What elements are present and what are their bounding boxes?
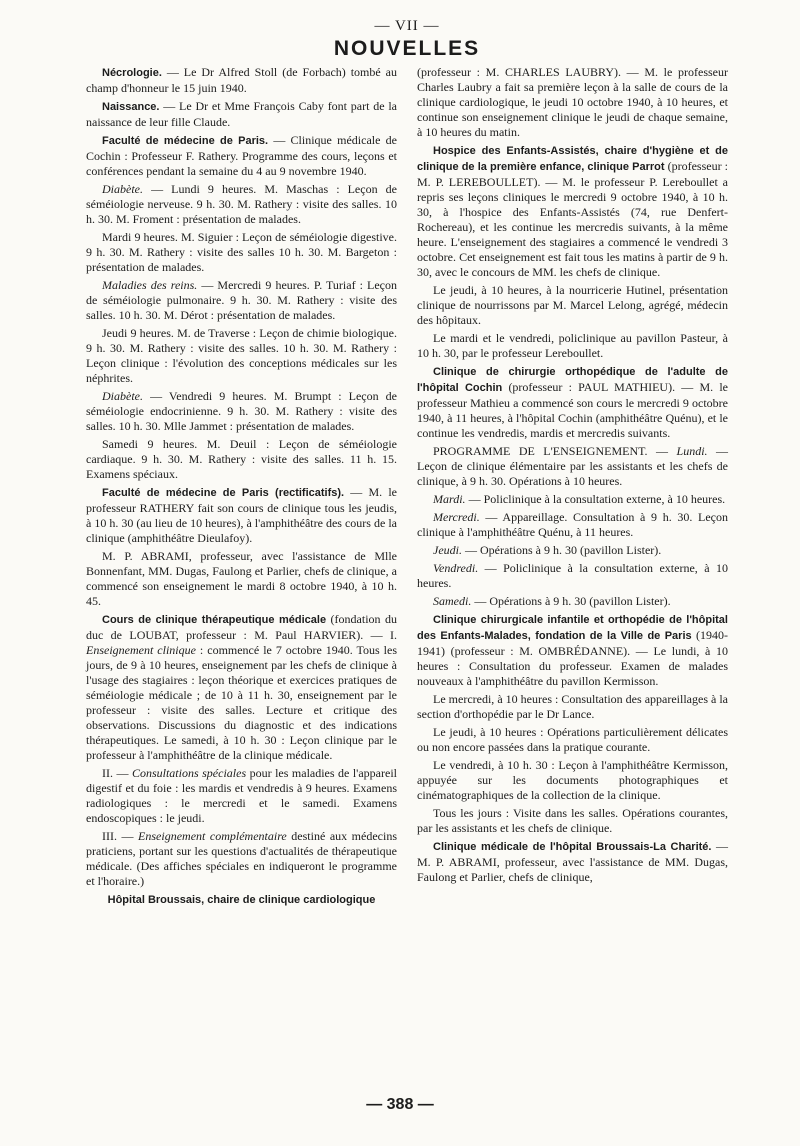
two-column-body <box>86 65 728 911</box>
news-item: Le jeudi, à 10 heures, à la nourricerie Hutinel, présentation clinique de nourrissons par M. Marcel Lelong, agrégé, médecin des hôpitaux. <box>417 283 728 327</box>
news-item: Mardi 9 heures. M. Siguier : Leçon de séméiologie digestive. 9 h. 30. M. Rathery : visite des salles 10 h. 30. M. Bargeton : présentation de malades. <box>86 230 397 274</box>
news-item: Maladies des reins. — Mercredi 9 heures. P. Turiaf : Leçon de séméiologie pulmonaire. 9 h. 30. M. Rathery : visite des salles. 10 h. 30. M. Dérot : présentation de malades. <box>86 278 397 322</box>
news-item: Faculté de médecine de Paris. — Clinique médicale de Cochin : Professeur F. Rathery. Programme des cours, leçons et conférences pendant la semaine du 4 au 9 novembre 1940. <box>86 133 397 178</box>
news-item: Le mercredi, à 10 heures : Consultation des appareillages à la section d'orthopédie par le Dr Lance. <box>417 692 728 721</box>
news-item: Hôpital Broussais, chaire de clinique cardiologique <box>107 894 376 906</box>
news-item: Nécrologie. — Le Dr Alfred Stoll (de Forbach) tombé au champ d'honneur le 15 juin 1940. <box>86 65 397 95</box>
news-item: Cours de clinique thérapeutique médicale (fondation du duc de LOUBAT, professeur : M. Paul HARVIER). — I. Enseignement clinique : commencé le 7 octobre 1940. Tous les jours, de 9 à 10 heures, enseignement par les chefs de clinique à l'usage des stagiaires : leçon théorique et exercices pratiques de séméiologie médicale ; de 10 à 11 h. 30, enseignement par le professeur : visite des salles. Lecture et critique des observations. Discussions du diagnostic et des indications thérapeutiques. Le samedi, à 10 h. 30 : Leçon clinique par le professeur à l'amphithéâtre de la clinique médicale. <box>86 612 397 762</box>
left-column <box>86 65 397 911</box>
news-item: III. — Enseignement complémentaire destiné aux médecins praticiens, portant sur les questions d'actualités de thérapeutique médicale. (Des affiches spéciales en indiqueront le programme et l'horaire.) <box>86 829 397 888</box>
section-title: NOUVELLES <box>333 37 481 60</box>
news-item: Clinique chirurgicale infantile et orthopédie de l'hôpital des Enfants-Malades, fondation de la Ville de Paris (1940-1941) (professeur : M. OMBRÉDANNE). — Le lundi, à 10 heures : Consultation du professeur. Examen de malades nouveaux à l'amphithéâtre du pavillon Kermisson. <box>417 614 728 688</box>
news-item: Le jeudi, à 10 heures : Opérations particulièrement délicates ou non encore passées dans la pratique courante. <box>417 725 728 754</box>
news-item: Diabète. — Lundi 9 heures. M. Maschas : Leçon de séméiologie nerveuse. 9 h. 30. M. Rathery : visite des salles. 10 h. 30. M. Froment : présentation de malades. <box>86 182 397 226</box>
news-item: Naissance. — Le Dr et Mme François Caby font part de la naissance de leur fille Claude. <box>86 99 397 129</box>
news-item: Mercredi. — Appareillage. Consultation à 9 h. 30. Leçon clinique à l'amphithéâtre Quénu, à 11 heures. <box>417 510 728 539</box>
news-item: Le mardi et le vendredi, policlinique au pavillon Pasteur, à 10 h. 30, par le professeur Lereboullet. <box>417 331 728 360</box>
news-item: Vendredi. — Policlinique à la consultation externe, à 10 heures. <box>417 561 728 590</box>
news-item: Hospice des Enfants-Assistés, chaire d'hygiène et de clinique de la première enfance, clinique Parrot (professeur : M. P. LEREBOULLET). — M. le professeur P. Lereboullet a repris ses leçons cliniques le mercredi 9 octobre 1940, à 10 h. 30, à l'hospice des Enfants-Assistés (74, rue Denfert-Rochereau), et les continue les mercredis suivants, à la même heure. L'enseignement des stagiaires a commencé le vendredi 3 octobre. Cet enseignement est fait tous les matins à partir de 9 h. 30, avec le concours de MM. les chefs de clinique. <box>417 145 729 279</box>
news-item: Clinique médicale de l'hôpital Broussais-La Charité. — M. P. ABRAMI, professeur, avec l'assistance de MM. Dugas, Faulong et Parlier, chefs de clinique, <box>417 839 728 884</box>
news-item: (professeur : M. CHARLES LAUBRY). — M. le professeur Charles Laubry a fait sa première leçon à la salle de cours de la clinique cardiologique, le jeudi 10 octobre 1940, à 10 heures, et continue son enseignement clinique le jeudi de chaque semaine, à 10 heures du matin. <box>417 65 728 139</box>
right-column <box>417 65 728 911</box>
news-item: Clinique de chirurgie orthopédique de l'adulte de l'hôpital Cochin (professeur : PAUL MATHIEU). — M. le professeur Mathieu a commencé son cours le mercredi 9 octobre 1940, à 11 heures, à l'hôpital Cochin (amphithéâtre Quénu), et le continue les vendredis, mardis et mercredis suivants. <box>417 366 728 440</box>
news-item: Jeudi. — Opérations à 9 h. 30 (pavillon Lister). <box>433 543 662 557</box>
page-number: — 388 — <box>366 1096 434 1113</box>
news-item: Jeudi 9 heures. M. de Traverse : Leçon de chimie biologique. 9 h. 30. M. Rathery : visite des salles. 10 h. 30. M. Rathery : Leçon clinique : l'évolution des conceptions médicales sur les néphrites. <box>86 326 397 385</box>
news-item: Faculté de médecine de Paris (rectificatifs). — M. le professeur RATHERY fait son cours de clinique tous les jeudis, à 10 h. 30 (au lieu de 10 heures), à l'amphithéâtre des cours de la clinique (amphithéâtre Dieulafoy). <box>86 485 397 545</box>
news-item: PROGRAMME DE L'ENSEIGNEMENT. — Lundi. — Leçon de clinique élémentaire par les assistants et les chefs de clinique, à 9 h. 30. Opérations à 10 heures. <box>417 444 729 488</box>
news-item: Samedi. — Opérations à 9 h. 30 (pavillon Lister). <box>433 594 671 608</box>
roman-folio: — VII — <box>374 18 440 34</box>
news-item: II. — Consultations spéciales pour les maladies de l'appareil digestif et du foie : les mardis et vendredis à 9 heures. Examens radiologiques : le mercredi et le samedi. Examens endoscopiques : le jeudi. <box>86 766 397 825</box>
news-item: Mardi. — Policlinique à la consultation externe, à 10 heures. <box>433 492 726 506</box>
news-item: Le vendredi, à 10 h. 30 : Leçon à l'amphithéâtre Kermisson, appuyée sur les documents photographiques et cinématographiques de la collection de la clinique. <box>417 758 728 802</box>
news-item: M. P. ABRAMI, professeur, avec l'assistance de Mlle Bonnenfant, MM. Dugas, Faulong et Parlier, chefs de clinique, a commencé son enseignement le mardi 8 octobre 1940, à 10 h. 45. <box>86 549 397 608</box>
news-item: Samedi 9 heures. M. Deuil : Leçon de séméiologie cardiaque. 9 h. 30. M. Rathery : visite des salles. 11 h. 15. Examens spéciaux. <box>86 437 397 481</box>
news-item: Diabète. — Vendredi 9 heures. M. Brumpt : Leçon de séméiologie endocrinienne. 9 h. 30. M. Rathery : visite des salles. 10 h. 30. Mlle Jammet : présentation de malades. <box>86 389 397 433</box>
news-item: Tous les jours : Visite dans les salles. Opérations courantes, par les assistants et les chefs de clinique. <box>417 806 728 835</box>
